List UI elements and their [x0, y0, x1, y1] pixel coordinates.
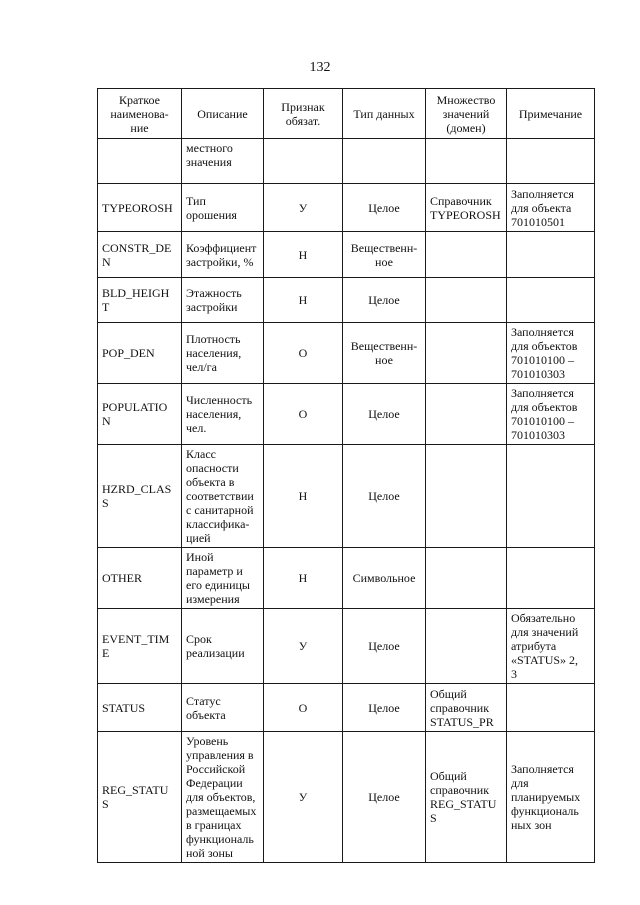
table-row [98, 445, 595, 548]
header-required: Признак обязат. [264, 89, 343, 139]
table-row [98, 548, 595, 609]
cell-note [507, 139, 595, 184]
cell-name [98, 139, 182, 184]
cell-note: Обязательно для значений атрибута «STATUS» 2, 3 [507, 609, 595, 684]
cell-name: TYPEOROSH [98, 184, 182, 232]
cell-description: Численность населения, чел. [182, 384, 264, 445]
cell-type: Целое [343, 684, 426, 732]
cell-domain [426, 609, 507, 684]
cell-type: Вещественн- ное [343, 232, 426, 278]
cell-domain: Общий справочник STATUS_PR [426, 684, 507, 732]
table-row [98, 278, 595, 323]
cell-required: О [264, 384, 343, 445]
cell-name: POPULATIO N [98, 384, 182, 445]
cell-description: Уровень управления в Российской Федерации для объектов, размещаемых в границах функциональ ной зоны [182, 732, 264, 863]
header-description: Описание [182, 89, 264, 139]
cell-domain [426, 232, 507, 278]
cell-required: О [264, 684, 343, 732]
cell-name: POP_DEN [98, 323, 182, 384]
cell-domain [426, 384, 507, 445]
cell-description: Этажность застройки [182, 278, 264, 323]
cell-type: Целое [343, 384, 426, 445]
cell-name: BLD_HEIGH T [98, 278, 182, 323]
cell-required: Н [264, 445, 343, 548]
header-name: Краткое наименова- ние [98, 89, 182, 139]
table-row [98, 384, 595, 445]
cell-note [507, 684, 595, 732]
cell-name: EVENT_TIM E [98, 609, 182, 684]
cell-note [507, 278, 595, 323]
cell-required: Н [264, 232, 343, 278]
table-header-row [98, 89, 595, 139]
cell-type: Целое [343, 609, 426, 684]
cell-name: HZRD_CLAS S [98, 445, 182, 548]
cell-domain: Общий справочник REG_STATU S [426, 732, 507, 863]
attribute-table [97, 88, 595, 863]
cell-required: Н [264, 548, 343, 609]
cell-name: STATUS [98, 684, 182, 732]
table-row [98, 139, 595, 184]
cell-type: Целое [343, 445, 426, 548]
cell-required: У [264, 732, 343, 863]
cell-note: Заполняется для планируемых функциональ ных зон [507, 732, 595, 863]
table-row [98, 684, 595, 732]
table-row [98, 323, 595, 384]
cell-note [507, 548, 595, 609]
cell-description: местного значения [182, 139, 264, 184]
cell-type: Символьное [343, 548, 426, 609]
cell-required: У [264, 609, 343, 684]
cell-domain [426, 548, 507, 609]
cell-note: Заполняется для объектов 701010100 – 701010303 [507, 323, 595, 384]
table-row [98, 732, 595, 863]
cell-type: Целое [343, 184, 426, 232]
cell-name: OTHER [98, 548, 182, 609]
header-note: Примечание [507, 89, 595, 139]
cell-required: Н [264, 278, 343, 323]
cell-required: У [264, 184, 343, 232]
cell-required: О [264, 323, 343, 384]
cell-description: Иной параметр и его единицы измерения [182, 548, 264, 609]
cell-type: Целое [343, 278, 426, 323]
table-row [98, 232, 595, 278]
cell-description: Коэффициент застройки, % [182, 232, 264, 278]
cell-domain [426, 323, 507, 384]
cell-required [264, 139, 343, 184]
cell-description: Класс опасности объекта в соответствии с санитарной классифика- цией [182, 445, 264, 548]
cell-domain [426, 278, 507, 323]
cell-note [507, 445, 595, 548]
cell-description: Тип орошения [182, 184, 264, 232]
cell-domain [426, 445, 507, 548]
cell-note: Заполняется для объекта 701010501 [507, 184, 595, 232]
cell-note [507, 232, 595, 278]
cell-name: REG_STATU S [98, 732, 182, 863]
cell-domain [426, 139, 507, 184]
cell-description: Плотность населения, чел/га [182, 323, 264, 384]
header-type: Тип данных [343, 89, 426, 139]
cell-note: Заполняется для объектов 701010100 – 701010303 [507, 384, 595, 445]
cell-name: CONSTR_DE N [98, 232, 182, 278]
header-domain: Множество значений (домен) [426, 89, 507, 139]
cell-domain: Справочник TYPEOROSH [426, 184, 507, 232]
table-row [98, 609, 595, 684]
table-row [98, 184, 595, 232]
cell-description: Статус объекта [182, 684, 264, 732]
cell-type: Вещественн- ное [343, 323, 426, 384]
cell-type [343, 139, 426, 184]
page-number: 132 [309, 60, 331, 75]
cell-description: Срок реализации [182, 609, 264, 684]
cell-type: Целое [343, 732, 426, 863]
